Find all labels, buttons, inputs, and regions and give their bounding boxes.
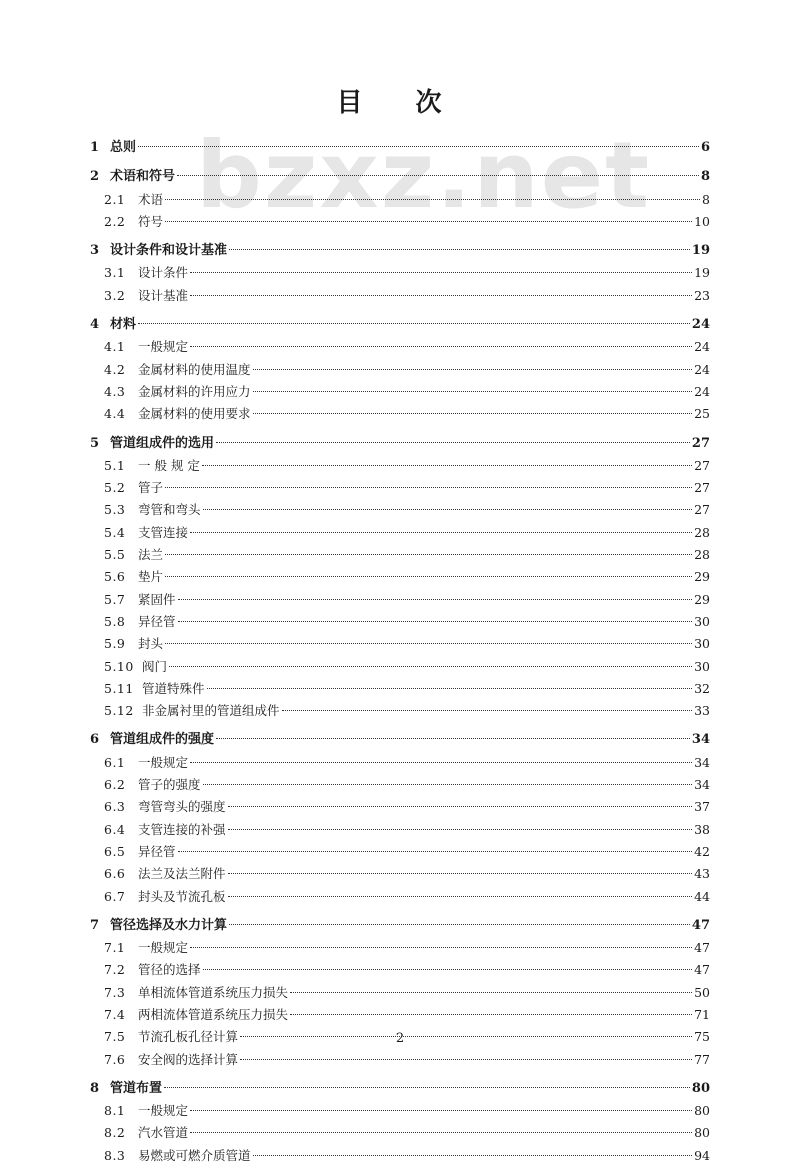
toc-entry-label: 紧固件 <box>138 591 176 607</box>
toc-entry-page: 42 <box>694 843 710 859</box>
toc-entry-number: 7.5 <box>104 1029 126 1045</box>
toc-entry-page: 94 <box>694 1147 710 1163</box>
toc-entry-page: 8 <box>700 169 710 185</box>
toc-entry-number: 5.2 <box>104 480 126 496</box>
toc-section-4-2[interactable] <box>90 359 710 381</box>
toc-entry-page: 47 <box>691 917 710 933</box>
toc-entry-page: 77 <box>694 1051 710 1067</box>
toc-entry-label: 支管连接 <box>138 524 189 540</box>
toc-section-3-1[interactable] <box>90 262 710 284</box>
toc-entry-number: 2.1 <box>104 191 126 207</box>
toc-entry-page: 34 <box>694 777 710 793</box>
toc-entry-page: 24 <box>691 317 710 333</box>
dot-leader <box>240 1059 692 1060</box>
toc-entry-label: 一 般 规 定 <box>138 457 200 473</box>
toc-entry-page: 47 <box>694 940 710 956</box>
toc-entry-label: 法兰及法兰附件 <box>138 866 226 882</box>
dot-leader <box>290 992 692 993</box>
toc-entry-label: 管径选择及水力计算 <box>110 917 228 933</box>
toc-chapter-6[interactable] <box>90 729 710 751</box>
toc-entry-number: 4.2 <box>104 361 126 377</box>
toc-section-7-4[interactable] <box>90 1004 710 1026</box>
toc-entry-number: 3.2 <box>104 287 126 303</box>
dot-leader <box>253 391 693 392</box>
toc-entry-number: 6.1 <box>104 754 126 770</box>
toc-entry-label: 弯管和弯头 <box>138 502 201 518</box>
toc-entry-label: 封头及节流孔板 <box>138 888 226 904</box>
toc-entry-number: 4 <box>90 317 100 333</box>
toc-entry-label: 管道组成件的选用 <box>110 435 215 451</box>
dot-leader <box>203 509 693 510</box>
toc-entry-label: 安全阀的选择计算 <box>138 1051 239 1067</box>
toc-entry-page: 71 <box>694 1006 710 1022</box>
toc-entry-number: 8 <box>90 1080 100 1096</box>
dot-leader <box>165 554 692 555</box>
toc-entry-number: 7.3 <box>104 984 126 1000</box>
toc-entry-number: 8.1 <box>104 1103 126 1119</box>
toc-chapter-3[interactable] <box>90 240 710 262</box>
toc-entry-label: 一般规定 <box>138 1103 189 1119</box>
toc-entry-label: 封头 <box>138 636 164 652</box>
toc-entry-label: 阀门 <box>142 658 168 674</box>
toc-entry-number: 1 <box>90 140 100 155</box>
dot-leader <box>190 1110 692 1111</box>
toc-section-5-5[interactable] <box>90 544 710 566</box>
toc-section-6-3[interactable] <box>90 796 710 818</box>
toc-section-6-5[interactable] <box>90 841 710 863</box>
dot-leader <box>165 487 692 488</box>
dot-leader <box>207 688 693 689</box>
toc-entry-number: 3.1 <box>104 265 126 281</box>
toc-entry-label: 金属材料的使用要求 <box>138 406 251 422</box>
toc-chapter-2[interactable] <box>90 166 710 188</box>
toc-entry-number: 8.2 <box>104 1125 126 1141</box>
toc-entry-label: 法兰 <box>138 547 164 563</box>
toc-chapter-5[interactable] <box>90 433 710 455</box>
toc-section-5-12[interactable] <box>90 700 710 722</box>
toc-section-5-2[interactable] <box>90 477 710 499</box>
dot-leader <box>253 1155 693 1156</box>
toc-entry-label: 设计条件和设计基准 <box>110 243 228 259</box>
toc-entry-label: 一般规定 <box>138 940 189 956</box>
dot-leader <box>190 762 692 763</box>
toc-entry-number: 5.1 <box>104 457 126 473</box>
toc-entry-label: 一般规定 <box>138 754 189 770</box>
toc-section-7-2[interactable] <box>90 959 710 981</box>
toc-entry-page: 47 <box>694 962 710 978</box>
toc-entry-page: 24 <box>694 383 710 399</box>
toc-entry-number: 5.10 <box>104 658 134 674</box>
dot-leader <box>178 599 693 600</box>
toc-entry-page: 30 <box>694 658 710 674</box>
toc-entry-number: 3 <box>90 243 100 259</box>
toc-entry-page: 50 <box>694 984 710 1000</box>
toc-entry-number: 5.7 <box>104 591 126 607</box>
toc-entry-number: 7 <box>90 917 100 933</box>
toc-entry-page: 10 <box>694 213 710 229</box>
dot-leader <box>169 666 692 667</box>
toc-chapter-8[interactable] <box>90 1078 710 1100</box>
page-number: 2 <box>395 1031 405 1046</box>
toc-chapter-1[interactable] <box>90 137 710 159</box>
dot-leader <box>229 924 690 925</box>
toc-section-5-8[interactable] <box>90 611 710 633</box>
toc-section-8-3[interactable] <box>90 1145 710 1167</box>
toc-section-6-2[interactable] <box>90 774 710 796</box>
dot-leader <box>216 442 690 443</box>
toc-entry-number: 7.4 <box>104 1006 126 1022</box>
toc-section-4-4[interactable] <box>90 403 710 425</box>
dot-leader <box>228 829 693 830</box>
toc-entry-number: 4.3 <box>104 383 126 399</box>
dot-leader <box>190 947 692 948</box>
toc-entry-page: 25 <box>694 406 710 422</box>
toc-section-5-1[interactable] <box>90 455 710 477</box>
dot-leader <box>138 146 699 147</box>
toc-section-6-6[interactable] <box>90 863 710 885</box>
toc-entry-label: 管子 <box>138 480 164 496</box>
toc-entry-number: 6.3 <box>104 799 126 815</box>
dot-leader <box>190 272 692 273</box>
toc-entry-label: 管子的强度 <box>138 777 201 793</box>
toc-entry-page: 75 <box>694 1029 710 1045</box>
toc-section-5-7[interactable] <box>90 589 710 611</box>
toc-section-4-3[interactable] <box>90 381 710 403</box>
toc-entry-number: 5.11 <box>104 680 134 696</box>
toc-entry-label: 异径管 <box>138 843 176 859</box>
dot-leader <box>282 710 693 711</box>
toc-entry-page: 34 <box>694 754 710 770</box>
dot-leader <box>165 643 692 644</box>
toc-entry-number: 6.7 <box>104 888 126 904</box>
toc-section-8-2[interactable] <box>90 1122 710 1144</box>
toc-entry-number: 5.3 <box>104 502 126 518</box>
toc-entry-number: 6.2 <box>104 777 126 793</box>
toc-entry-number: 5.5 <box>104 547 126 563</box>
toc-entry-label: 支管连接的补强 <box>138 821 226 837</box>
toc-entry-page: 6 <box>700 140 710 155</box>
dot-leader <box>253 413 693 414</box>
dot-leader <box>202 465 692 466</box>
toc-section-6-1[interactable] <box>90 752 710 774</box>
toc-section-2-1[interactable] <box>90 189 710 211</box>
toc-entry-number: 2 <box>90 169 100 185</box>
toc-entry-number: 6.5 <box>104 843 126 859</box>
toc-entry-number: 5.8 <box>104 613 126 629</box>
toc-entry-label: 总则 <box>110 140 137 155</box>
toc-entry-label: 一般规定 <box>138 339 189 355</box>
toc-entry-page: 43 <box>694 866 710 882</box>
toc-entry-page: 24 <box>694 339 710 355</box>
toc-entry-page: 30 <box>694 613 710 629</box>
toc-entry-label: 金属材料的许用应力 <box>138 383 251 399</box>
toc-entry-label: 管道特殊件 <box>142 680 205 696</box>
toc-entry-page: 28 <box>694 524 710 540</box>
toc-entry-number: 8.3 <box>104 1147 126 1163</box>
toc-section-7-1[interactable] <box>90 937 710 959</box>
toc-entry-number: 5.12 <box>104 703 134 719</box>
toc-entry-page: 80 <box>694 1125 710 1141</box>
toc-entry-page: 33 <box>694 703 710 719</box>
toc-section-4-1[interactable] <box>90 336 710 358</box>
toc-entry-page: 80 <box>691 1080 710 1096</box>
toc-section-5-3[interactable] <box>90 499 710 521</box>
dot-leader <box>138 323 690 324</box>
toc-section-6-7[interactable] <box>90 886 710 908</box>
dot-leader <box>290 1014 692 1015</box>
dot-leader <box>190 295 692 296</box>
toc-section-3-2[interactable] <box>90 285 710 307</box>
toc-section-8-1[interactable] <box>90 1100 710 1122</box>
dot-leader <box>165 221 692 222</box>
toc-section-7-3[interactable] <box>90 982 710 1004</box>
toc-entry-number: 5.4 <box>104 524 126 540</box>
toc-entry-number: 6 <box>90 732 100 748</box>
toc-section-6-4[interactable] <box>90 819 710 841</box>
dot-leader <box>203 969 693 970</box>
toc-entry-number: 7.1 <box>104 940 126 956</box>
dot-leader <box>228 896 693 897</box>
toc-entry-label: 汽水管道 <box>138 1125 189 1141</box>
toc-section-5-10[interactable] <box>90 656 710 678</box>
toc-entry-label: 非金属衬里的管道组成件 <box>142 703 280 719</box>
toc-entry-number: 4.4 <box>104 406 126 422</box>
toc-section-5-11[interactable] <box>90 678 710 700</box>
toc-entry-page: 24 <box>694 361 710 377</box>
toc-entry-number: 5 <box>90 435 100 451</box>
toc-entry-label: 易燃或可燃介质管道 <box>138 1147 251 1163</box>
toc-entry-page: 29 <box>694 569 710 585</box>
dot-leader <box>216 738 690 739</box>
toc-entry-page: 19 <box>694 265 710 281</box>
toc-section-7-6[interactable] <box>90 1049 710 1071</box>
toc-entry-label: 设计基准 <box>138 287 189 303</box>
toc-entry-page: 8 <box>702 191 710 207</box>
toc-section-5-4[interactable] <box>90 522 710 544</box>
toc-entry-label: 两相流体管道系统压力损失 <box>138 1006 289 1022</box>
toc-entry-label: 术语和符号 <box>110 169 176 185</box>
dot-leader <box>228 873 693 874</box>
toc-entry-number: 6.4 <box>104 821 126 837</box>
dot-leader <box>165 199 700 200</box>
toc-entry-number: 5.9 <box>104 636 126 652</box>
toc-entry-label: 管道组成件的强度 <box>110 732 215 748</box>
toc-entry-page: 28 <box>694 547 710 563</box>
toc-entry-page: 80 <box>694 1103 710 1119</box>
page-title: 目 次 <box>336 88 464 118</box>
toc-entry-label: 异径管 <box>138 613 176 629</box>
toc-entry-label: 设计条件 <box>138 265 189 281</box>
toc-entry-page: 34 <box>691 732 710 748</box>
toc-entry-number: 4.1 <box>104 339 126 355</box>
watermark-text: bzxz.net <box>196 122 652 229</box>
toc-entry-number: 6.6 <box>104 866 126 882</box>
dot-leader <box>229 249 690 250</box>
toc-entry-label: 节流孔板孔径计算 <box>138 1029 239 1045</box>
dot-leader <box>203 784 693 785</box>
toc-entry-page: 38 <box>694 821 710 837</box>
toc-entry-page: 23 <box>694 287 710 303</box>
toc-entry-page: 29 <box>694 591 710 607</box>
toc-entry-page: 27 <box>694 480 710 496</box>
toc-entry-page: 37 <box>694 799 710 815</box>
toc-entry-page: 27 <box>691 435 710 451</box>
dot-leader <box>178 851 693 852</box>
toc-entry-page: 44 <box>694 888 710 904</box>
dot-leader <box>253 369 693 370</box>
toc-entry-label: 单相流体管道系统压力损失 <box>138 984 289 1000</box>
table-of-contents <box>90 137 710 1167</box>
dot-leader <box>178 621 693 622</box>
dot-leader <box>190 1132 692 1133</box>
toc-entry-label: 金属材料的使用温度 <box>138 361 251 377</box>
toc-chapter-4[interactable] <box>90 314 710 336</box>
toc-entry-page: 27 <box>694 502 710 518</box>
toc-entry-label: 管径的选择 <box>138 962 201 978</box>
toc-entry-label: 垫片 <box>138 569 164 585</box>
dot-leader <box>177 175 699 176</box>
toc-section-5-6[interactable] <box>90 566 710 588</box>
toc-entry-label: 管道布置 <box>110 1080 163 1096</box>
toc-entry-number: 2.2 <box>104 213 126 229</box>
toc-entry-page: 19 <box>691 243 710 259</box>
dot-leader <box>165 576 692 577</box>
toc-entry-number: 5.6 <box>104 569 126 585</box>
toc-entry-number: 7.6 <box>104 1051 126 1067</box>
dot-leader <box>164 1087 690 1088</box>
toc-section-5-9[interactable] <box>90 633 710 655</box>
toc-entry-number: 7.2 <box>104 962 126 978</box>
toc-entry-label: 弯管弯头的强度 <box>138 799 226 815</box>
toc-entry-page: 27 <box>694 457 710 473</box>
toc-entry-page: 30 <box>694 636 710 652</box>
dot-leader <box>190 346 692 347</box>
toc-entry-label: 术语 <box>138 191 164 207</box>
toc-entry-label: 材料 <box>110 317 137 333</box>
toc-entry-label: 符号 <box>138 213 164 229</box>
dot-leader <box>228 806 693 807</box>
toc-section-2-2[interactable] <box>90 211 710 233</box>
toc-chapter-7[interactable] <box>90 915 710 937</box>
dot-leader <box>190 532 692 533</box>
toc-entry-page: 32 <box>694 680 710 696</box>
